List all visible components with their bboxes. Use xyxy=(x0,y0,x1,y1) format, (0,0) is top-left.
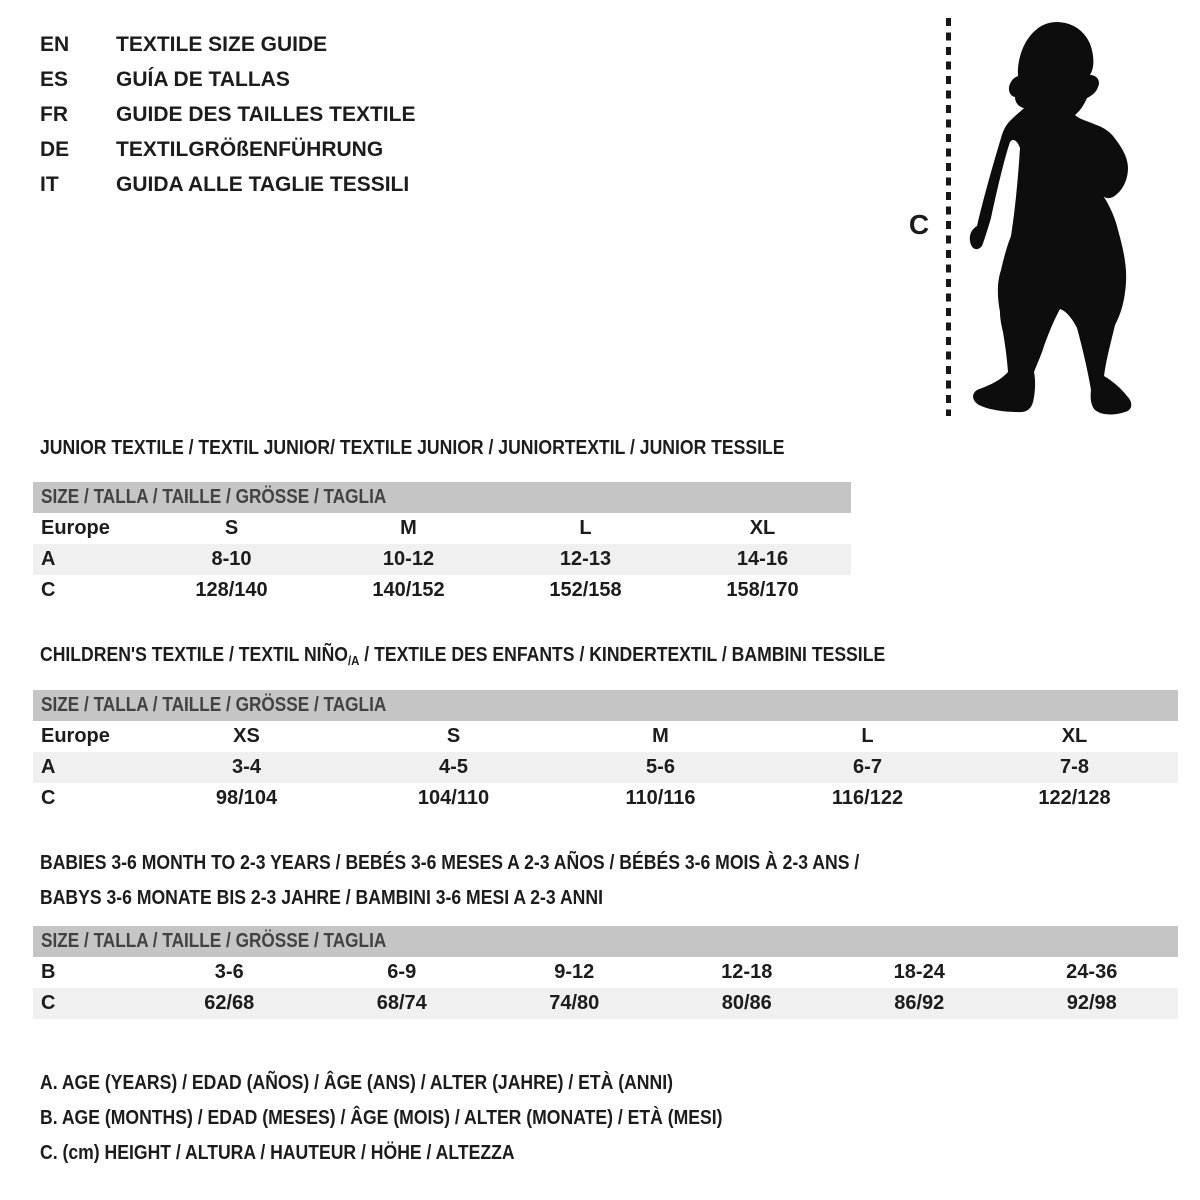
table-cell: 74/80 xyxy=(549,992,600,1014)
table-cell: 6-7 xyxy=(853,756,882,778)
table-cell: 12-18 xyxy=(721,961,773,983)
table-cell: 4-5 xyxy=(439,756,468,778)
table-cell: 6-9 xyxy=(387,961,417,983)
table-cell: 152/158 xyxy=(549,579,622,601)
table-cell: 80/86 xyxy=(721,992,772,1014)
babies-title-line1: BABIES 3-6 MONTH TO 2-3 YEARS / BEBÉS 3-6 MESES A 2-3 AÑOS / BÉBÉS 3-6 MOIS À 2-3 ANS / xyxy=(40,852,860,874)
row-label: A xyxy=(41,756,56,778)
junior-section-title-text: JUNIOR TEXTILE / TEXTIL JUNIOR/ TEXTILE JUNIOR / JUNIORTEXTIL / JUNIOR TESSILE xyxy=(40,437,785,459)
table-cell: 128/140 xyxy=(195,579,268,601)
measurement-legend xyxy=(40,1066,816,1171)
language-code: FR xyxy=(40,103,68,126)
language-guide-title: GUÍA DE TALLAS xyxy=(116,68,290,91)
table-cell: 5-6 xyxy=(646,756,675,778)
table-cell: 62/68 xyxy=(204,992,255,1014)
language-code: ES xyxy=(40,68,69,91)
table-cell: 92/98 xyxy=(1066,992,1117,1014)
table-cell: XL xyxy=(1061,725,1088,747)
table-cell: 68/74 xyxy=(376,992,427,1014)
legend-line-a-text: A. AGE (YEARS) / EDAD (AÑOS) / ÂGE (ANS) / ALTER (JAHRE) / ETÀ (ANNI) xyxy=(40,1072,673,1094)
table-cell: S xyxy=(446,725,461,747)
row-label: A xyxy=(41,548,56,570)
table-row xyxy=(33,513,851,544)
size-header-label: SIZE / TALLA / TAILLE / GRÖSSE / TAGLIA xyxy=(41,486,387,508)
table-cell: 12-13 xyxy=(559,548,612,570)
table-cell: 98/104 xyxy=(215,787,278,809)
table-cell: 110/116 xyxy=(625,787,696,809)
children-section-title-text xyxy=(40,644,885,672)
junior-section-title xyxy=(40,437,886,460)
table-row xyxy=(33,575,851,606)
language-title-list xyxy=(40,27,415,202)
table-cell: 24-36 xyxy=(1066,961,1118,983)
legend-line-a xyxy=(40,1066,816,1101)
toddler-silhouette xyxy=(965,20,1137,418)
legend-line-c xyxy=(40,1136,816,1171)
size-header-label: SIZE / TALLA / TAILLE / GRÖSSE / TAGLIA xyxy=(41,930,387,952)
table-cell: 10-12 xyxy=(382,548,435,570)
children-size-table xyxy=(33,690,1178,814)
table-row xyxy=(33,721,1178,752)
junior-size-table xyxy=(33,482,851,606)
legend-line-b-text: B. AGE (MONTHS) / EDAD (MESES) / ÂGE (MOIS) / ALTER (MONATE) / ETÀ (MESI) xyxy=(40,1107,723,1129)
children-section-title xyxy=(40,644,1000,672)
table-cell: 14-16 xyxy=(736,548,789,570)
babies-section-title xyxy=(40,846,971,916)
size-header-label: SIZE / TALLA / TAILLE / GRÖSSE / TAGLIA xyxy=(41,694,387,716)
language-row xyxy=(40,167,415,202)
table-row xyxy=(33,783,1178,814)
table-cell: 140/152 xyxy=(372,579,445,601)
table-cell: M xyxy=(652,725,669,747)
row-label: C xyxy=(41,787,56,809)
language-guide-title: GUIDE DES TAILLES TEXTILE xyxy=(116,103,416,126)
table-row xyxy=(33,752,1178,783)
legend-line-c-text: C. (cm) HEIGHT / ALTURA / HAUTEUR / HÖHE / ALTEZZA xyxy=(40,1142,515,1164)
language-row xyxy=(40,132,415,167)
language-guide-title: TEXTILGRÖßENFÜHRUNG xyxy=(116,138,384,161)
row-label: B xyxy=(41,961,56,983)
height-measure-label: C xyxy=(908,209,930,240)
row-label: Europe xyxy=(41,517,110,539)
language-code: EN xyxy=(40,33,70,56)
table-cell: S xyxy=(224,517,239,539)
language-guide-title: GUIDA ALLE TAGLIE TESSILI xyxy=(116,173,410,196)
table-cell: 8-10 xyxy=(211,548,252,570)
language-guide-title: TEXTILE SIZE GUIDE xyxy=(116,33,328,56)
table-cell: 7-8 xyxy=(1060,756,1089,778)
table-cell: L xyxy=(861,725,874,747)
table-header-bar xyxy=(33,926,1178,957)
row-label: Europe xyxy=(41,725,110,747)
table-header-bar xyxy=(33,482,851,513)
table-cell: 158/170 xyxy=(726,579,799,601)
table-cell: 86/92 xyxy=(894,992,945,1014)
table-cell: 9-12 xyxy=(554,961,595,983)
table-cell: L xyxy=(579,517,592,539)
table-cell: 18-24 xyxy=(893,961,945,983)
table-cell: XS xyxy=(233,725,260,747)
table-row xyxy=(33,957,1178,988)
children-title-post: / TEXTILE DES ENFANTS / KINDERTEXTIL / BAMBINI TESSILE xyxy=(359,644,886,666)
table-row xyxy=(33,544,851,575)
table-cell: XL xyxy=(749,517,776,539)
babies-title-line2: BABYS 3-6 MONATE BIS 2-3 JAHRE / BAMBINI 3-6 MESI A 2-3 ANNI xyxy=(40,887,603,909)
table-header-bar xyxy=(33,690,1178,721)
table-cell: 104/110 xyxy=(417,787,490,809)
language-row xyxy=(40,62,415,97)
table-cell: 122/128 xyxy=(1038,787,1111,809)
table-row xyxy=(33,988,1178,1019)
table-cell: 3-4 xyxy=(232,756,261,778)
language-row xyxy=(40,97,415,132)
height-dashed-line xyxy=(946,18,951,416)
row-label: C xyxy=(41,992,56,1014)
row-label: C xyxy=(41,579,56,601)
language-row xyxy=(40,27,415,62)
babies-size-table xyxy=(33,926,1178,1019)
table-cell: 116/122 xyxy=(831,787,904,809)
legend-line-b xyxy=(40,1101,816,1136)
children-title-subscript: /A xyxy=(347,653,360,668)
table-cell: 3-6 xyxy=(214,961,244,983)
table-cell: M xyxy=(400,517,417,539)
language-code: DE xyxy=(40,138,70,161)
children-title-pre: CHILDREN'S TEXTILE / TEXTIL NIÑO xyxy=(40,644,348,666)
language-code: IT xyxy=(40,173,59,196)
